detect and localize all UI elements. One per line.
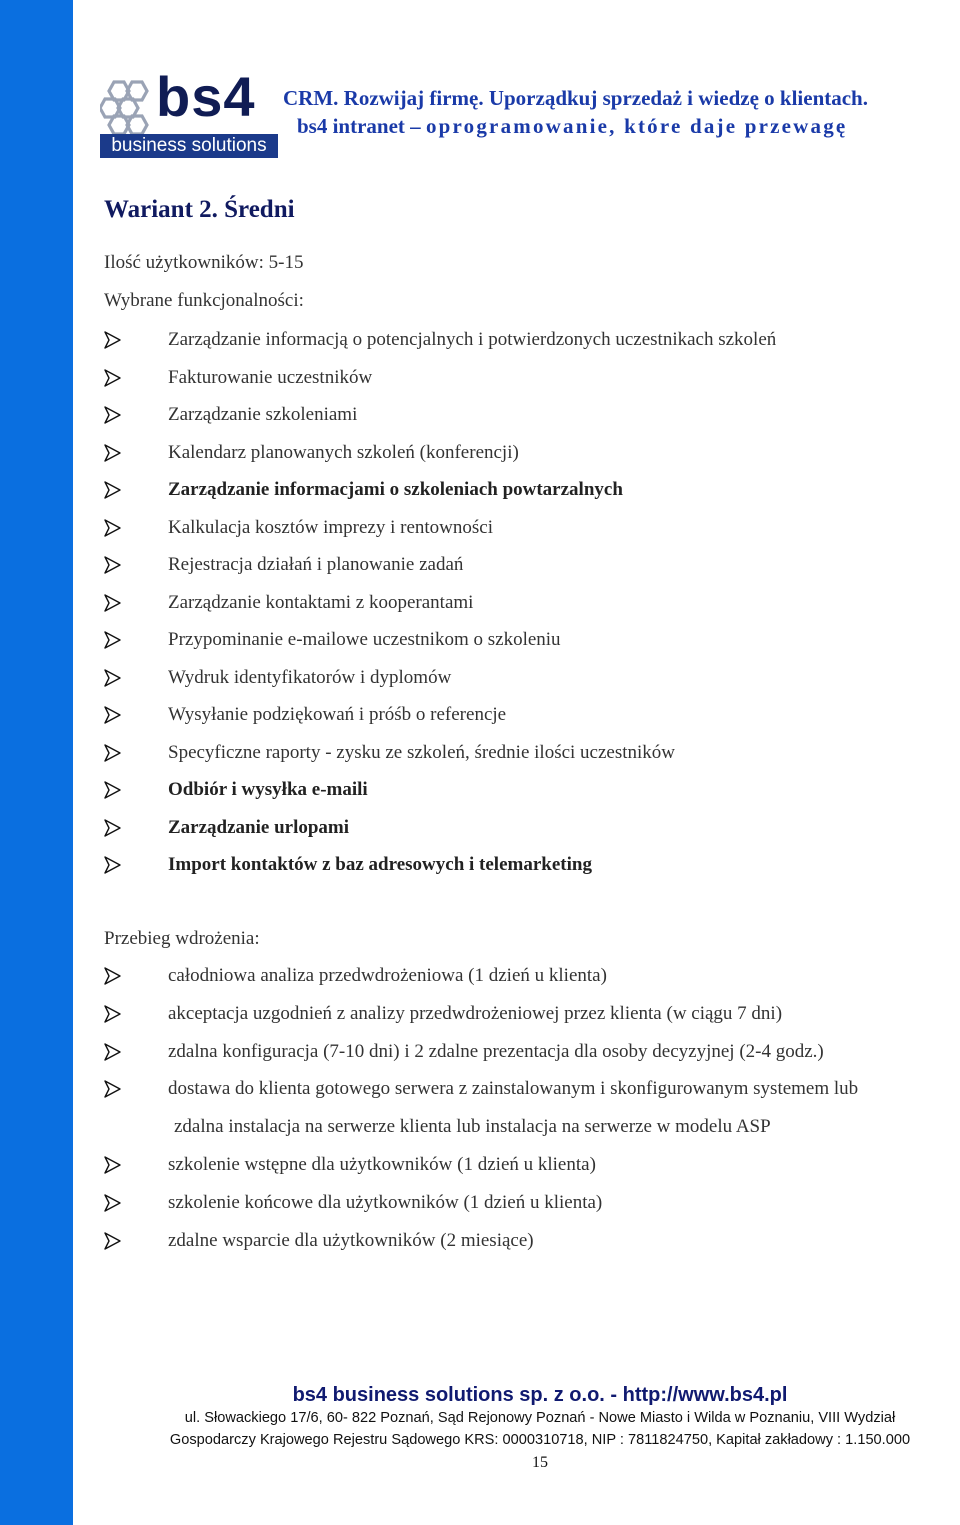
feature-item: [104, 815, 960, 853]
arrowhead-bullet-icon: [104, 966, 122, 986]
implementation-step: [104, 1228, 960, 1266]
footer-company: bs4 business solutions sp. z o.o. - http://www.bs4.pl: [292, 1384, 788, 1406]
implementation-step: [104, 1076, 960, 1114]
arrowhead-bullet-icon: [104, 1231, 122, 1251]
arrowhead-bullet-icon: [104, 1155, 122, 1175]
feature-item: [104, 852, 960, 890]
arrowhead-bullet-icon: [104, 630, 122, 650]
feature-item-text: Odbiór i wysyłka e-maili: [168, 779, 368, 800]
arrowhead-bullet-icon: [104, 593, 122, 613]
feature-item: [104, 477, 960, 515]
feature-item: [104, 327, 960, 365]
arrowhead-bullet-icon: [104, 855, 122, 875]
implementation-step: [104, 963, 960, 1001]
feature-item-text: Kalkulacja kosztów imprezy i rentowności: [168, 516, 494, 538]
feature-item: [104, 627, 960, 665]
arrowhead-bullet-icon: [104, 368, 122, 388]
header-slogan: CRM. Rozwijaj firmę. Uporządkuj sprzedaż i wiedzę o klientach.: [283, 86, 868, 110]
arrowhead-bullet-icon: [104, 780, 122, 800]
implementation-step-text: dostawa do klienta gotowego serwera z zainstalowanym i skonfigurowanym systemem lub: [168, 1078, 859, 1100]
header-product-prefix: bs4 intranet –: [297, 114, 421, 138]
feature-item: [104, 702, 960, 740]
feature-item-text: Zarządzanie szkoleniami: [168, 404, 358, 425]
implementation-step-text: szkolenie końcowe dla użytkowników (1 dzień u klienta): [168, 1191, 603, 1213]
feature-item: [104, 552, 960, 590]
arrowhead-bullet-icon: [104, 818, 122, 838]
footer-address: ul. Słowackiego 17/6, 60- 822 Poznań, Sąd Rejonowy Poznań - Nowe Miasto i Wilda w Poznaniu, VIII Wydział: [184, 1410, 896, 1426]
feature-item-text: Kalendarz planowanych szkoleń (konferencji): [168, 441, 519, 463]
implementation-step: [104, 1152, 960, 1190]
feature-item: [104, 590, 960, 628]
footer-registry: Gospodarczy Krajowego Rejestru Sądowego KRS: 0000310718, NIP : 7811824750, Kapitał zakładowy : 1.150.000: [169, 1432, 911, 1448]
implementation-steps-list: [104, 963, 960, 1265]
arrowhead-bullet-icon: [104, 1079, 122, 1099]
header-product-tagline: oprogramowanie, które daje przewagę: [425, 114, 848, 138]
arrowhead-bullet-icon: [104, 668, 122, 688]
feature-item: [104, 740, 960, 778]
arrowhead-bullet-icon: [104, 1193, 122, 1213]
feature-item: [104, 402, 960, 440]
logo-wordmark: bs4: [156, 65, 256, 128]
implementation-step-text: zdalna instalacja na serwerze klienta lub instalacja na serwerze w modelu ASP: [174, 1116, 771, 1138]
feature-item-text: Zarządzanie kontaktami z kooperantami: [168, 591, 474, 613]
feature-item-text: Rejestracja działań i planowanie zadań: [168, 554, 464, 575]
feature-item: [104, 365, 960, 403]
implementation-heading: Przebieg wdrożenia:: [104, 928, 260, 949]
features-list: [104, 327, 960, 890]
arrowhead-bullet-icon: [104, 405, 122, 425]
hexagon-cluster-icon: [100, 80, 154, 136]
arrowhead-bullet-icon: [104, 480, 122, 500]
users-count: Ilość użytkowników: 5-15: [104, 252, 304, 273]
arrowhead-bullet-icon: [104, 443, 122, 463]
feature-item-text: Zarządzanie informacją o potencjalnych i potwierdzonych uczestnikach szkoleń: [168, 329, 777, 350]
feature-item-text: Import kontaktów z baz adresowych i telemarketing: [168, 854, 592, 875]
bs4-logo: [100, 65, 278, 160]
implementation-step-text: zdalne wsparcie dla użytkowników (2 miesiące): [168, 1229, 534, 1251]
implementation-step-text: zdalna konfiguracja (7-10 dni) i 2 zdalne prezentacja dla osoby decyzyjnej (2-4 godz.): [168, 1040, 824, 1062]
implementation-step-text: akceptacja uzgodnień z analizy przedwdrożeniowej przez klienta (w ciągu 7 dni): [168, 1002, 783, 1024]
left-blue-margin-bar: [0, 0, 73, 1525]
variant-title: Wariant 2. Średni: [104, 196, 295, 223]
feature-item-text: Przypominanie e-mailowe uczestnikom o szkoleniu: [168, 629, 561, 650]
implementation-step: [104, 1190, 960, 1228]
feature-item: [104, 665, 960, 703]
arrowhead-bullet-icon: [104, 743, 122, 763]
header-product-line: [297, 114, 847, 139]
arrowhead-bullet-icon: [104, 518, 122, 538]
arrowhead-bullet-icon: [104, 1042, 122, 1062]
arrowhead-bullet-icon: [104, 705, 122, 725]
implementation-step: [104, 1039, 960, 1077]
logo-tagline: business solutions: [100, 134, 278, 158]
implementation-step: [104, 1114, 960, 1152]
feature-item-text: Wysyłanie podziękowań i próśb o referencje: [168, 704, 507, 725]
feature-item-text: Wydruk identyfikatorów i dyplomów: [168, 666, 452, 688]
feature-item-text: Fakturowanie uczestników: [168, 366, 373, 388]
implementation-step-text: szkolenie wstępne dla użytkowników (1 dzień u klienta): [168, 1153, 596, 1175]
feature-item-text: Zarządzanie urlopami: [168, 816, 350, 838]
features-heading: Wybrane funkcjonalności:: [104, 290, 304, 311]
page-number: 15: [532, 1454, 548, 1471]
feature-item-text: Specyficzne raporty - zysku ze szkoleń, średnie ilości uczestników: [168, 741, 676, 763]
arrowhead-bullet-icon: [104, 1004, 122, 1024]
feature-item: [104, 777, 960, 815]
arrowhead-bullet-icon: [104, 555, 122, 575]
arrowhead-bullet-icon: [104, 330, 122, 350]
implementation-step-text: całodniowa analiza przedwdrożeniowa (1 dzień u klienta): [168, 965, 607, 986]
feature-item: [104, 515, 960, 553]
feature-item: [104, 440, 960, 478]
implementation-step: [104, 1001, 960, 1039]
feature-item-text: Zarządzanie informacjami o szkoleniach powtarzalnych: [168, 479, 623, 500]
